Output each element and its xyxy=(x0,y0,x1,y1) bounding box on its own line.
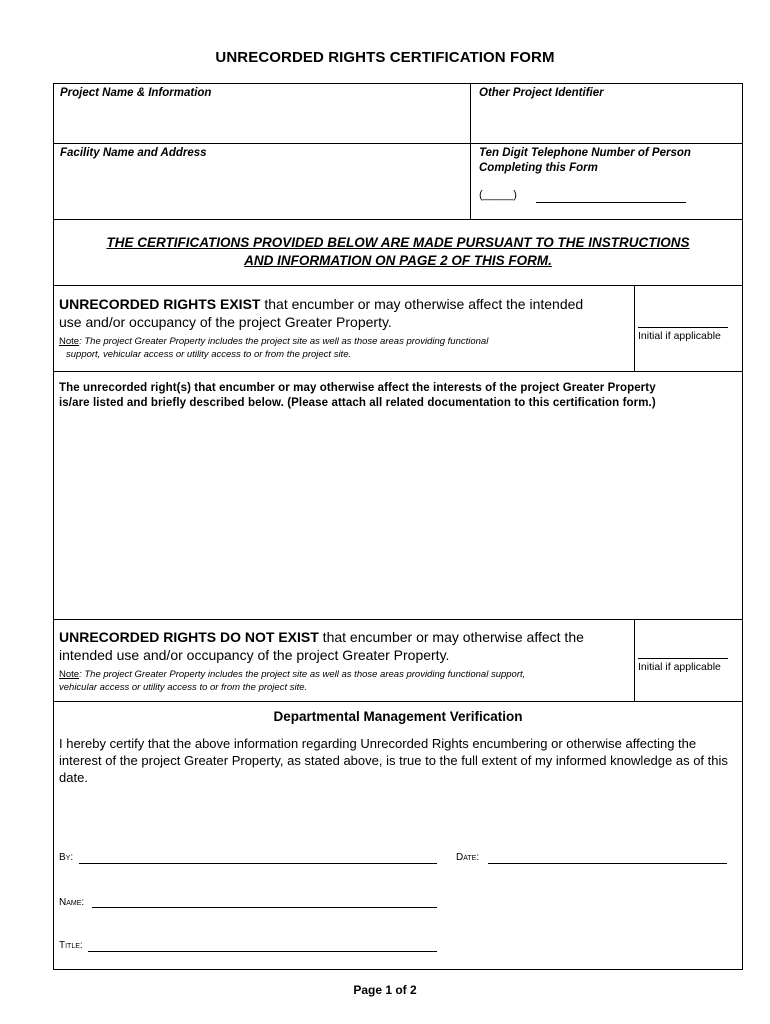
not-exist-heading-rest: that encumber or may otherwise affect the xyxy=(318,629,584,645)
name-field[interactable] xyxy=(92,907,437,908)
header-row-divider xyxy=(54,143,742,144)
instructions-line2: AND INFORMATION ON PAGE 2 OF THIS FORM. xyxy=(244,253,552,268)
page-number: Page 1 of 2 xyxy=(353,983,417,997)
rights-description-area[interactable] xyxy=(59,414,739,614)
section-divider xyxy=(54,371,742,372)
initial-divider xyxy=(634,619,635,701)
name-label: Name: xyxy=(59,897,85,908)
description-line2: is/are listed and briefly described below. (Please attach all related documentation to this certification form.) xyxy=(59,397,656,409)
not-exist-heading-bold: UNRECORDED RIGHTS DO NOT EXIST xyxy=(59,629,319,645)
form-title: UNRECORDED RIGHTS CERTIFICATION FORM xyxy=(215,49,555,66)
section-divider xyxy=(54,285,742,286)
header-divider xyxy=(470,84,471,219)
not-exist-heading-line2: intended use and/or occupancy of the project Greater Property. xyxy=(59,647,450,663)
exist-initial-field[interactable] xyxy=(638,327,728,328)
certification-text: I hereby certify that the above information regarding Unrecorded Rights encumbering or otherwise affecting the interest of the project Greater Property, as stated above, is true to the full extent of my informed knowledge as of this date. xyxy=(59,736,728,785)
section-divider xyxy=(54,219,742,220)
exist-heading-rest: that encumber or may otherwise affect the intended xyxy=(260,296,584,312)
description-line1: The unrecorded right(s) that encumber or may otherwise affect the interests of the project Greater Property xyxy=(59,382,656,394)
date-field[interactable] xyxy=(488,863,727,864)
not-exist-initial-field[interactable] xyxy=(638,658,728,659)
facility-label: Facility Name and Address xyxy=(60,147,207,159)
by-label: By: xyxy=(59,852,74,863)
instructions-text xyxy=(54,234,742,270)
phone-number-field[interactable] xyxy=(536,202,686,203)
section-divider xyxy=(54,619,742,620)
instructions-line1: THE CERTIFICATIONS PROVIDED BELOW ARE MADE PURSUANT TO THE INSTRUCTIONS xyxy=(106,235,690,250)
initial-divider xyxy=(634,285,635,371)
phone-area-code-field[interactable]: (_____) xyxy=(479,189,517,201)
exist-heading xyxy=(59,295,583,313)
not-exist-note-line2: vehicular access or utility access to or from the project site. xyxy=(59,682,308,693)
not-exist-note-text: : The project Greater Property includes the project site as well as those areas providing functional support, xyxy=(79,669,526,680)
not-exist-note-line1 xyxy=(59,668,525,681)
exist-heading-bold: UNRECORDED RIGHTS EXIST xyxy=(59,296,261,312)
certification-form xyxy=(53,83,743,970)
exist-heading-line2: use and/or occupancy of the project Greater Property. xyxy=(59,314,392,330)
by-signature-field[interactable] xyxy=(79,863,437,864)
section-divider xyxy=(54,701,742,702)
phone-label-line1: Ten Digit Telephone Number of Person xyxy=(479,147,691,159)
exist-note-line1 xyxy=(59,335,488,348)
description-text xyxy=(59,381,729,411)
title-label: Title: xyxy=(59,940,83,951)
exist-note-line2: support, vehicular access or utility access to or from the project site. xyxy=(66,349,352,360)
note-label: Note xyxy=(59,669,80,680)
phone-label-line2: Completing this Form xyxy=(479,162,598,174)
exist-note-text: : The project Greater Property includes the project site as well as those areas providing functional xyxy=(79,336,489,347)
project-name-label: Project Name & Information xyxy=(60,87,212,99)
verification-heading: Departmental Management Verification xyxy=(273,709,523,724)
note-label: Note xyxy=(59,336,80,347)
exist-initial-label: Initial if applicable xyxy=(638,330,721,342)
date-label: Date: xyxy=(456,852,480,863)
not-exist-initial-label: Initial if applicable xyxy=(638,661,721,673)
not-exist-heading xyxy=(59,628,584,646)
title-field[interactable] xyxy=(88,951,437,952)
other-identifier-label: Other Project Identifier xyxy=(479,87,604,99)
